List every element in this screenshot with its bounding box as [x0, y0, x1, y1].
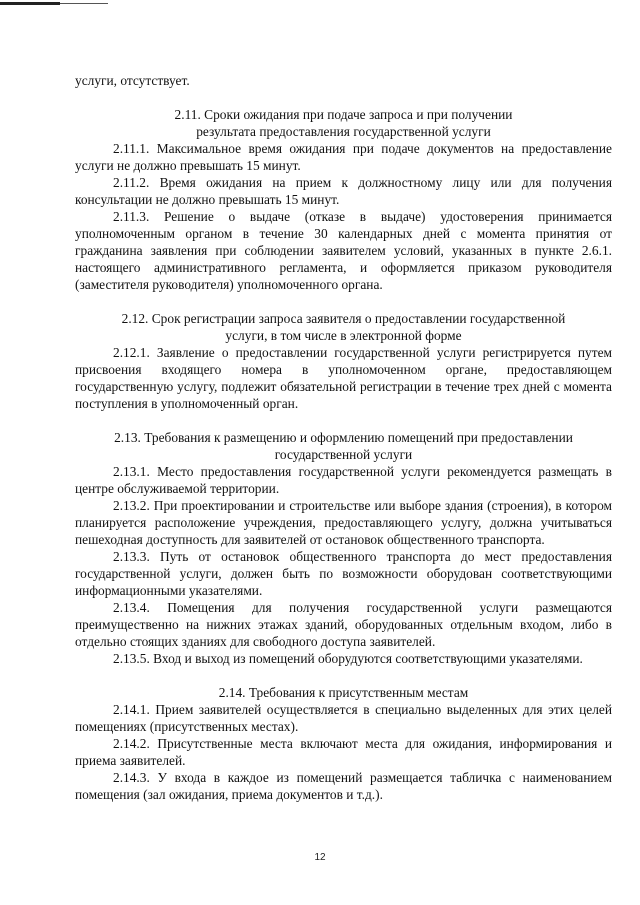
paragraph-2-11-2: 2.11.2. Время ожидания на прием к должностному лицу или для получения консультации не должно превышать 15 минут. — [75, 175, 612, 207]
heading-2-11-line2: результата предоставления государственной услуги — [196, 124, 491, 139]
heading-2-12-line1: 2.12. Срок регистрации запроса заявителя о предоставлении государственной — [121, 311, 566, 326]
scan-edge-bar — [0, 2, 60, 5]
heading-2-13-line2: государственной услуги — [274, 447, 413, 462]
paragraph-2-14-3: 2.14.3. У входа в каждое из помещений размещается табличка с наименованием помещения (зал ожидания, приема документов и т.д.). — [75, 770, 612, 802]
heading-2-12-line2: услуги, в том числе в электронной форме — [225, 328, 462, 343]
heading-2-11-line1: 2.11. Сроки ожидания при подаче запроса и при получении — [174, 107, 513, 122]
paragraph-2-13-4: 2.13.4. Помещения для получения государственной услуги размещаются преимущественно на нижних этажах зданий, оборудованных отдельным входом, либо в отдельно стоящих зданиях для свободного доступа заявителей. — [75, 600, 612, 649]
paragraph-2-13-5: 2.13.5. Вход и выход из помещений оборудуются соответствующими указателями. — [113, 651, 583, 666]
paragraph-intro: услуги, отсутствует. — [75, 73, 190, 88]
paragraph-2-11-1: 2.11.1. Максимальное время ожидания при подаче документов на предоставление услуги не должно превышать 15 минут. — [75, 141, 612, 173]
scan-edge-mark — [0, 0, 110, 8]
heading-2-14: 2.14. Требования к присутственным местам — [218, 685, 469, 700]
paragraph-2-14-1: 2.14.1. Прием заявителей осуществляется в специально выделенных для этих целей помещениях (присутственных местах). — [75, 702, 612, 734]
paragraph-2-11-3: 2.11.3. Решение о выдаче (отказе в выдаче) удостоверения принимается уполномоченным органом в течение 30 календарных дней с момента принятия от гражданина заявления при соблюдении заявителем условий, указанных в пункте 2.6.1. настоящего административного регламента, и оформляется приказом руководителя (заместителя руководителя) уполномоченного органа. — [75, 209, 612, 292]
paragraph-2-13-3: 2.13.3. Путь от остановок общественного транспорта до мест предоставления государственной услуги, должен быть по возможности оборудован соответствующими информационными указателями. — [75, 549, 612, 598]
heading-2-13-line1: 2.13. Требования к размещению и оформлению помещений при предоставлении — [114, 430, 573, 445]
scan-edge-line — [60, 3, 108, 4]
paragraph-2-14-2: 2.14.2. Присутственные места включают места для ожидания, информирования и приема заявителей. — [75, 736, 612, 768]
paragraph-2-12-1: 2.12.1. Заявление о предоставлении государственной услуги регистрируется путем присвоения входящего номера в уполномоченном органе, предоставляющем государственную услугу, подлежит обязательной регистрации в течение трех дней с момента поступления в уполномоченный орган. — [75, 345, 612, 411]
paragraph-2-13-2: 2.13.2. При проектировании и строительстве или выборе здания (строения), в котором планируется расположение учреждения, предоставляющего услугу, должна учитываться пешеходная доступность для заявителей от остановок общественного транспорта. — [75, 498, 612, 547]
page-number: 12 — [314, 852, 326, 863]
paragraph-2-13-1: 2.13.1. Место предоставления государственной услуги рекомендуется размещать в центре обслуживаемой территории. — [75, 464, 612, 496]
document-body — [75, 72, 612, 803]
